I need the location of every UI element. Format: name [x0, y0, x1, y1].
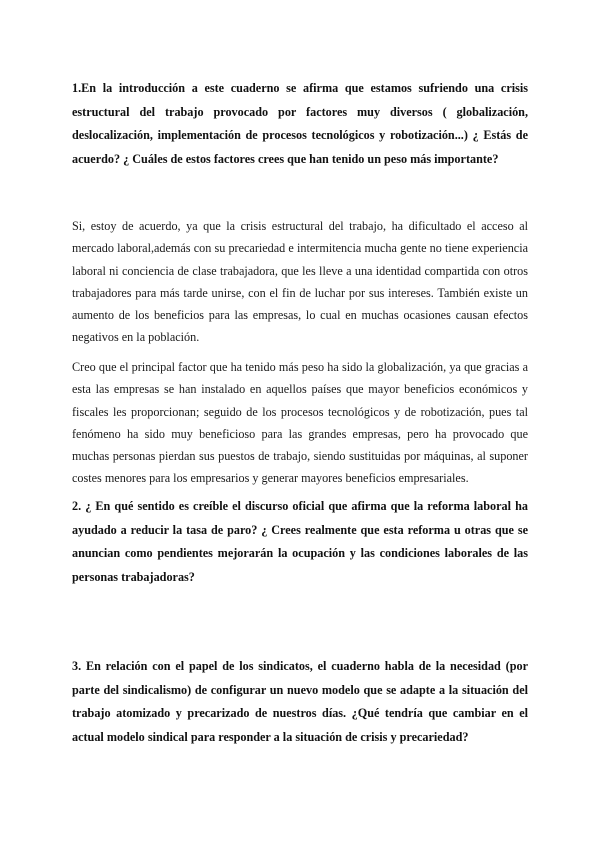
question-3: 3. En relación con el papel de los sindicatos, el cuaderno habla de la necesidad (por parte del sindicalismo) de configurar un nuevo modelo que se adapte a la situación del trabajo atomizado y precarizado de nuestros días. ¿Qué tendría que cambiar en el actual modelo sindical para responder a la situación de crisis y precariedad?: [72, 659, 528, 744]
answer-1-paragraph-1: Si, estoy de acuerdo, ya que la crisis estructural del trabajo, ha dificultado el acceso al mercado laboral,además con su precariedad e intermitencia mucha gente no tiene experiencia laboral ni conciencia de clase trabajadora, que les lleve a una identidad compartida con otros trabajadores para más tarde unirse, con el fin de luchar por sus intereses. También existe un aumento de los beneficios para las empresas, lo cual en muchas ocasiones causan efectos negativos en la población.: [72, 219, 528, 345]
question-1: 1.En la introducción a este cuaderno se afirma que estamos sufriendo una crisis estructural del trabajo provocado por factores muy diversos ( globalización, deslocalización, implementación de procesos tecnológicos y robotización...) ¿ Estás de acuerdo? ¿ Cuáles de estos factores crees que han tenido un peso más importante?: [72, 81, 528, 166]
answer-1-paragraph-2: Creo que el principal factor que ha tenido más peso ha sido la globalización, ya que gracias a esta las empresas se han instalado en aquellos países que mayor beneficios económicos y fiscales les proporcionan; seguido de los procesos tecnológicos y de robotización, pues tal fenómeno ha sido muy beneficioso para las grandes empresas, pero ha provocado que muchas personas pierdan sus puestos de trabajo, siendo sustituidas por máquinas, al suponer costes menores para los empresarios y generar mayores beneficios empresariales.: [72, 360, 528, 486]
question-2: 2. ¿ En qué sentido es creíble el discurso oficial que afirma que la reforma laboral ha ayudado a reducir la tasa de paro? ¿ Crees realmente que esta reforma u otras que se anuncian como pendientes mejorarán la ocupación y las condiciones laborales de las personas trabajadoras?: [72, 499, 528, 584]
